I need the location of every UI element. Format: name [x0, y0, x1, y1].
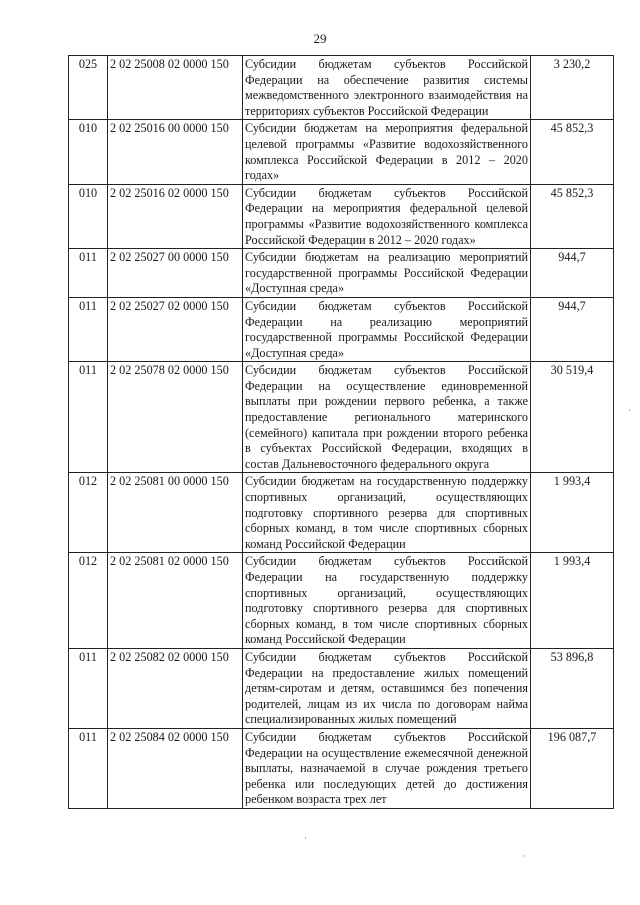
table-row — [69, 553, 614, 649]
classification-code-cell: 2 02 25027 00 0000 150 — [108, 249, 243, 298]
page-number: 29 — [313, 31, 327, 46]
table-row — [69, 249, 614, 298]
amount-cell: 944,7 — [531, 297, 614, 361]
admin-code-cell: 012 — [69, 553, 108, 649]
revenue-name-cell: Субсидии бюджетам субъектов Российской Федерации на осуществление ежемесячной денежной выплаты, назначаемой в случае рождения третьего ребенка или последующих детей до достижения ребенком возраста трех лет — [243, 728, 531, 808]
budget-table-body — [69, 56, 614, 809]
classification-code-cell: 2 02 25008 02 0000 150 — [108, 56, 243, 120]
admin-code-cell: 011 — [69, 297, 108, 361]
table-row — [69, 120, 614, 184]
revenue-name-cell: Субсидии бюджетам субъектов Российской Федерации на реализацию мероприятий государственной программы Российской Федерации «Доступная среда» — [243, 297, 531, 361]
admin-code-cell: 010 — [69, 184, 108, 248]
revenue-name-cell: Субсидии бюджетам на государственную поддержку спортивных организаций, осуществляющих подготовку спортивного резерва для спортивных сборных команд, в том числе спортивных сборных команд Российской Федерации — [243, 473, 531, 553]
classification-code-cell: 2 02 25027 02 0000 150 — [108, 297, 243, 361]
admin-code-cell: 025 — [69, 56, 108, 120]
amount-cell: 30 519,4 — [531, 362, 614, 473]
admin-code-cell: 011 — [69, 249, 108, 298]
revenue-name-cell: Субсидии бюджетам субъектов Российской Федерации на мероприятия федеральной целевой программы «Развитие водохозяйственного комплекса Российской Федерации в 2012 – 2020 годах» — [243, 184, 531, 248]
admin-code-cell: 012 — [69, 473, 108, 553]
revenue-name-cell: Субсидии бюджетам субъектов Российской Федерации на обеспечение развития системы межведомственного электронного взаимодействия на территориях субъектов Российской Федерации — [243, 56, 531, 120]
table-row — [69, 728, 614, 808]
amount-cell: 45 852,3 — [531, 120, 614, 184]
table-row — [69, 362, 614, 473]
classification-code-cell: 2 02 25082 02 0000 150 — [108, 648, 243, 728]
amount-cell: 944,7 — [531, 249, 614, 298]
revenue-name-cell: Субсидии бюджетам субъектов Российской Федерации на государственную поддержку спортивных организаций, осуществляющих подготовку спортивного резерва для спортивных сборных команд, в том числе спортивных сборных команд Российской Федерации — [243, 553, 531, 649]
admin-code-cell: 011 — [69, 362, 108, 473]
scan-speck: · — [522, 851, 525, 861]
table-row — [69, 56, 614, 120]
classification-code-cell: 2 02 25078 02 0000 150 — [108, 362, 243, 473]
revenue-name-cell: Субсидии бюджетам субъектов Российской Федерации на предоставление жилых помещений детям-сиротам и детям, оставшимся без попечения родителей, лицам из их числа по договорам найма специализированных жилых помещений — [243, 648, 531, 728]
classification-code-cell: 2 02 25081 00 0000 150 — [108, 473, 243, 553]
scan-speck: · — [628, 405, 631, 415]
admin-code-cell: 011 — [69, 648, 108, 728]
amount-cell: 45 852,3 — [531, 184, 614, 248]
amount-cell: 196 087,7 — [531, 728, 614, 808]
table-row — [69, 297, 614, 361]
scan-speck: · — [304, 833, 307, 843]
amount-cell: 1 993,4 — [531, 553, 614, 649]
table-row — [69, 473, 614, 553]
table-row — [69, 648, 614, 728]
amount-cell: 3 230,2 — [531, 56, 614, 120]
classification-code-cell: 2 02 25081 02 0000 150 — [108, 553, 243, 649]
revenue-name-cell: Субсидии бюджетам на мероприятия федеральной целевой программы «Развитие водохозяйственного комплекса Российской Федерации в 2012 – 2020 годах» — [243, 120, 531, 184]
classification-code-cell: 2 02 25084 02 0000 150 — [108, 728, 243, 808]
budget-table — [68, 55, 614, 809]
classification-code-cell: 2 02 25016 00 0000 150 — [108, 120, 243, 184]
table-row — [69, 184, 614, 248]
amount-cell: 1 993,4 — [531, 473, 614, 553]
classification-code-cell: 2 02 25016 02 0000 150 — [108, 184, 243, 248]
admin-code-cell: 010 — [69, 120, 108, 184]
amount-cell: 53 896,8 — [531, 648, 614, 728]
revenue-name-cell: Субсидии бюджетам субъектов Российской Федерации на осуществление единовременной выплаты при рождении первого ребенка, а также предоставление регионального материнского (семейного) капитала при рождении второго ребенка в субъектах Российской Федерации, входящих в состав Дальневосточного федерального округа — [243, 362, 531, 473]
admin-code-cell: 011 — [69, 728, 108, 808]
revenue-name-cell: Субсидии бюджетам на реализацию мероприятий государственной программы Российской Федерации «Доступная среда» — [243, 249, 531, 298]
